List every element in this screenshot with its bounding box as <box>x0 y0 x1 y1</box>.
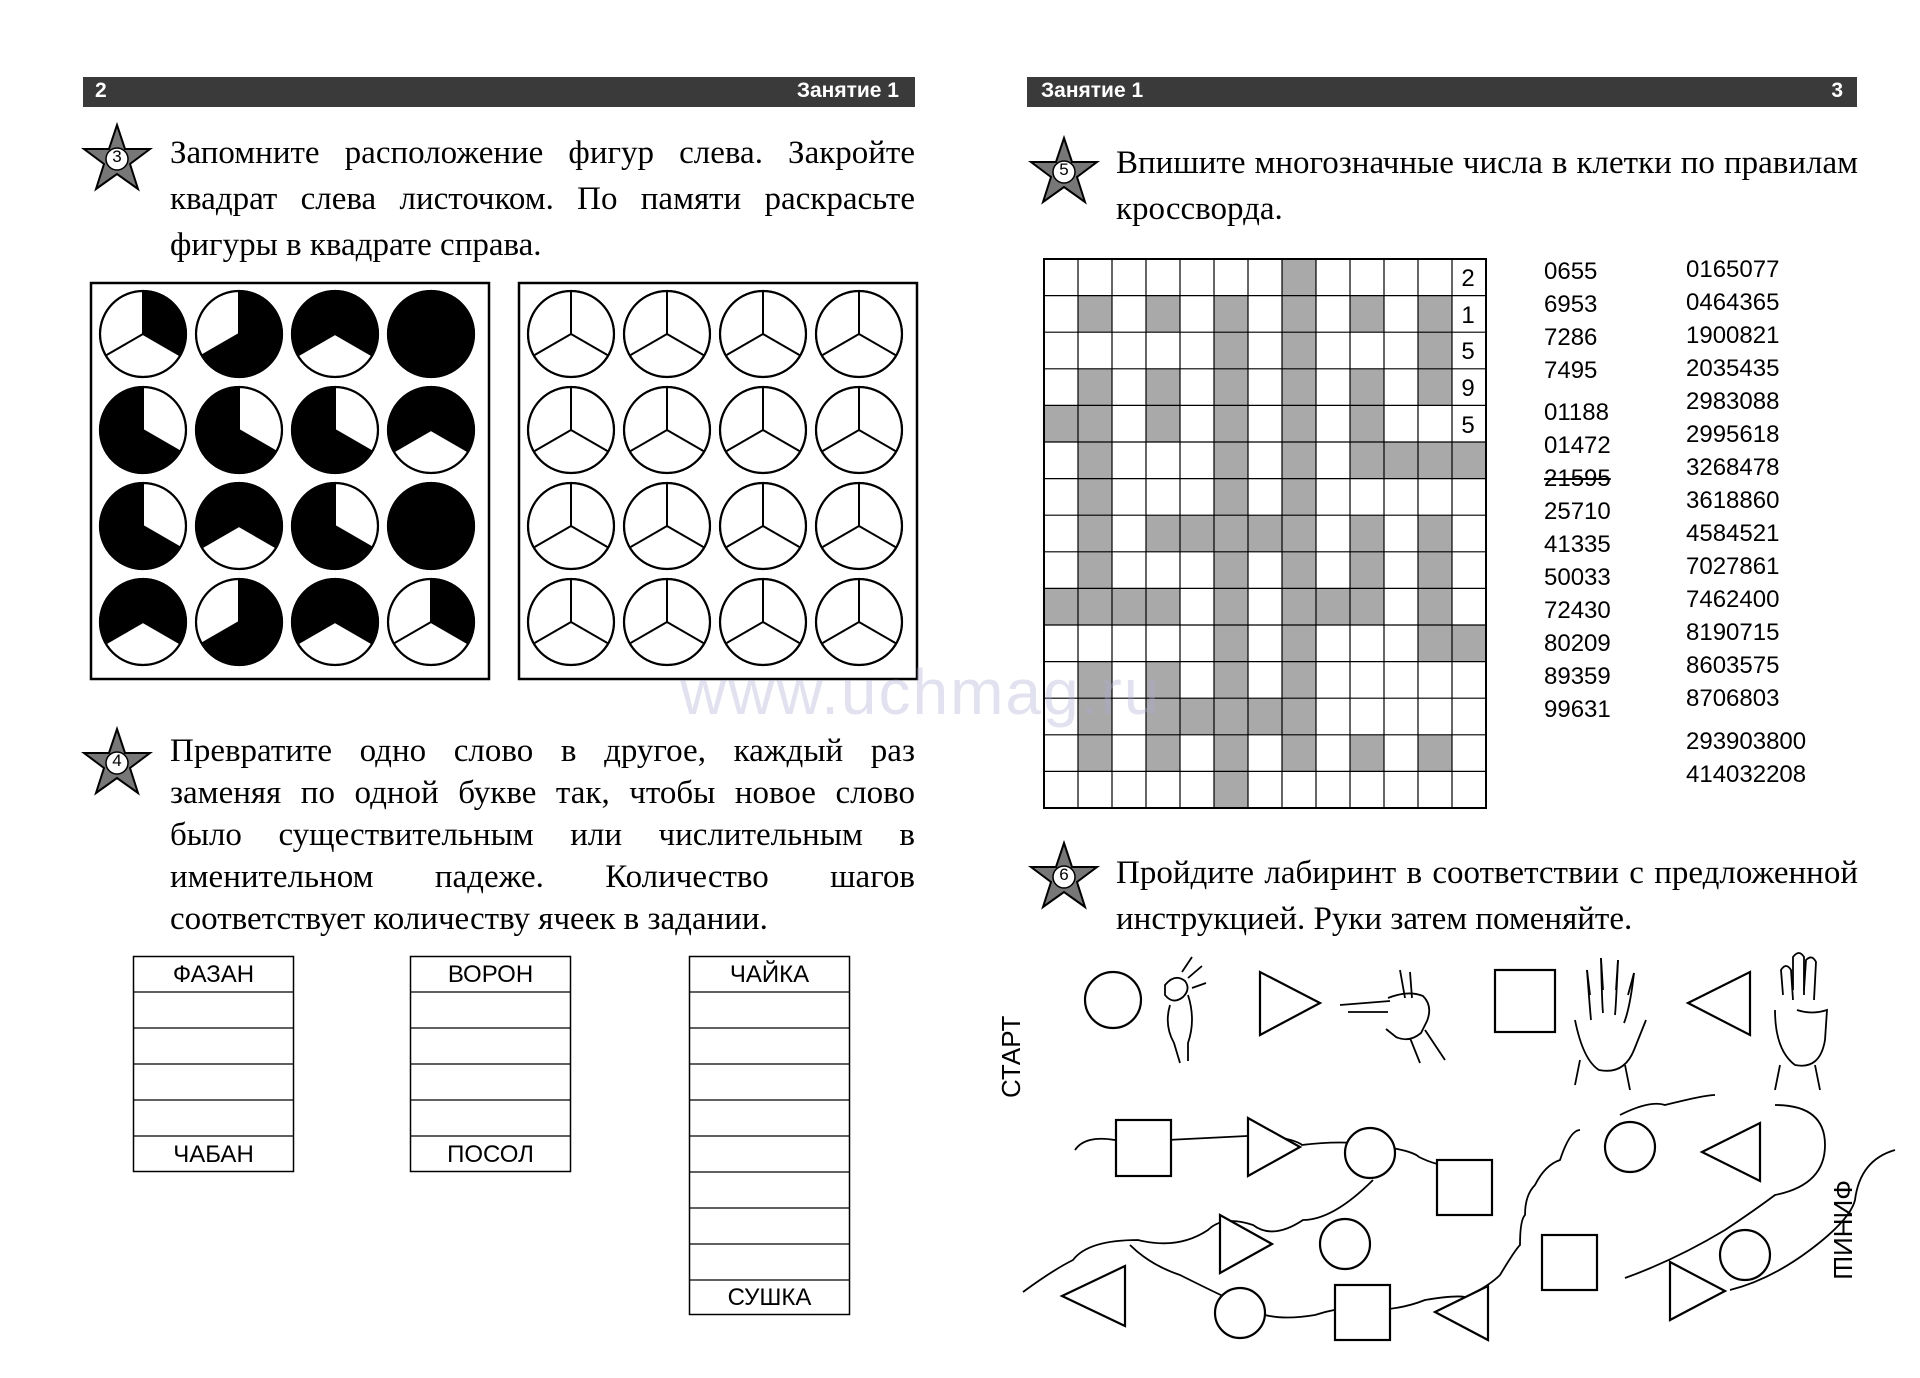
shaded-cell <box>1282 625 1316 662</box>
shaded-cell <box>1146 405 1180 442</box>
given-digit: 9 <box>1461 375 1475 402</box>
watermark: www.uchmag.ru <box>680 656 1162 728</box>
shaded-cell <box>1214 588 1248 625</box>
task-number: 5 <box>1059 160 1069 179</box>
circle-figure <box>720 387 806 473</box>
maze-finish-label: ФИНИШ <box>1828 1180 1858 1280</box>
shaded-cell <box>1282 369 1316 406</box>
lesson-title: Занятие 1 <box>1041 79 1144 102</box>
shaded-cell <box>1418 369 1452 406</box>
shaded-cell <box>1214 625 1248 662</box>
shaded-cell <box>1214 479 1248 516</box>
circle-figure <box>720 579 806 665</box>
shaded-cell <box>1282 259 1316 296</box>
circle-figure <box>100 387 186 473</box>
circle-figure <box>388 579 474 665</box>
number-item: 1900821 <box>1686 322 1780 349</box>
shaded-cell <box>1350 442 1384 479</box>
shaded-cell <box>1044 588 1078 625</box>
shaded-cell <box>1282 332 1316 369</box>
circle-figure <box>292 483 378 569</box>
circle-figure <box>528 291 614 377</box>
number-item: 7286 <box>1544 324 1598 351</box>
shaded-cell <box>1350 515 1384 552</box>
shaded-cell <box>1146 515 1180 552</box>
number-list-1 <box>1544 255 1611 726</box>
shaded-cell <box>1078 479 1112 516</box>
shaded-cell <box>1418 296 1452 333</box>
shaded-cell <box>1418 442 1452 479</box>
memory-figures-left <box>90 282 490 680</box>
ladder-end-word: СУШКА <box>727 1284 812 1311</box>
shaded-cell <box>1350 588 1384 625</box>
shaded-cell <box>1350 735 1384 772</box>
number-item: 0655 <box>1544 258 1598 285</box>
circle-figure <box>528 387 614 473</box>
legend-circle <box>1085 972 1141 1028</box>
given-digit: 5 <box>1461 412 1475 439</box>
circle-figure <box>816 387 902 473</box>
ladder-start-word: ЧАЙКА <box>729 961 810 988</box>
number-item: 2035435 <box>1686 355 1780 382</box>
shaded-cell <box>1146 588 1180 625</box>
memory-figures-right <box>518 282 918 680</box>
maze-path <box>1030 1050 1870 1350</box>
shaded-cell <box>1214 296 1248 333</box>
circle-figure <box>624 291 710 377</box>
number-item-struck: 21595 <box>1544 465 1611 492</box>
number-item: 8190715 <box>1686 619 1780 646</box>
shaded-cell <box>1078 515 1112 552</box>
ladder-end-word: ЧАБАН <box>173 1141 254 1168</box>
shaded-cell <box>1350 369 1384 406</box>
maze-start-label: СТАРТ <box>996 1015 1026 1098</box>
circle-figure <box>292 579 378 665</box>
shaded-cell <box>1112 588 1146 625</box>
shaded-cell <box>1078 442 1112 479</box>
circle-figure <box>624 579 710 665</box>
shaded-cell <box>1418 625 1452 662</box>
task-number: 6 <box>1059 865 1069 884</box>
page-number: 2 <box>95 79 107 102</box>
circle-figure <box>196 387 282 473</box>
lesson-title: Занятие 1 <box>796 79 899 102</box>
circle-figure <box>720 291 806 377</box>
shaded-cell <box>1044 405 1078 442</box>
number-item: 8706803 <box>1686 685 1780 712</box>
task5-text: Впишите многозначные числа в клетки по правилам кроссворда. <box>1116 145 1858 227</box>
number-item: 4584521 <box>1686 520 1780 547</box>
circle-figure <box>100 579 186 665</box>
shaded-cell <box>1316 588 1350 625</box>
number-item: 89359 <box>1544 663 1611 690</box>
ok-hand-icon <box>1165 957 1206 1063</box>
number-item: 7495 <box>1544 357 1598 384</box>
right-page-header <box>1027 77 1857 107</box>
circle-figure <box>100 291 186 377</box>
shaded-cell <box>1282 442 1316 479</box>
shaded-cell <box>1282 515 1316 552</box>
number-item: 7462400 <box>1686 586 1780 613</box>
number-item: 41335 <box>1544 531 1611 558</box>
number-item: 0165077 <box>1686 256 1780 283</box>
given-digit: 2 <box>1461 265 1475 292</box>
number-item: 3268478 <box>1686 454 1780 481</box>
number-item: 01188 <box>1544 399 1609 426</box>
shaded-cell <box>1282 735 1316 772</box>
number-item: 7027861 <box>1686 553 1780 580</box>
circle-figure <box>292 291 378 377</box>
shaded-cell <box>1214 369 1248 406</box>
given-digit: 5 <box>1461 338 1475 365</box>
number-item: 6953 <box>1544 291 1598 318</box>
number-item: 2983088 <box>1686 388 1780 415</box>
shaded-cell <box>1078 735 1112 772</box>
number-list-2 <box>1686 253 1806 791</box>
shaded-cell <box>1418 735 1452 772</box>
number-item: 01472 <box>1544 432 1611 459</box>
circle-figure <box>388 291 474 377</box>
shaded-cell <box>1180 698 1214 735</box>
number-item: 99631 <box>1544 696 1611 723</box>
ladder-start-word: ВОРОН <box>447 961 534 988</box>
number-item: 25710 <box>1544 498 1611 525</box>
shaded-cell <box>1214 442 1248 479</box>
circle-figure <box>816 291 902 377</box>
shaded-cell <box>1282 698 1316 735</box>
ladder-end-word: ПОСОЛ <box>447 1141 534 1168</box>
number-item: 293903800 <box>1686 728 1807 755</box>
number-item: 414032208 <box>1686 761 1807 788</box>
page-number: 3 <box>1831 79 1843 102</box>
shaded-cell <box>1146 369 1180 406</box>
circle-figure <box>196 579 282 665</box>
shaded-cell <box>1214 662 1248 699</box>
number-item: 0464365 <box>1686 289 1780 316</box>
shaded-cell <box>1418 588 1452 625</box>
shaded-cell <box>1384 442 1418 479</box>
circle-figure <box>196 291 282 377</box>
circle-figure <box>720 483 806 569</box>
number-item: 72430 <box>1544 597 1611 624</box>
shaded-cell <box>1078 405 1112 442</box>
number-item: 50033 <box>1544 564 1611 591</box>
legend-square <box>1495 970 1555 1032</box>
shaded-cell <box>1214 552 1248 589</box>
legend-triangle <box>1260 972 1320 1035</box>
number-item: 3618860 <box>1686 487 1780 514</box>
number-item: 2995618 <box>1686 421 1780 448</box>
circle-figure <box>292 387 378 473</box>
shaded-cell <box>1350 296 1384 333</box>
circle-figure <box>624 387 710 473</box>
shaded-cell <box>1214 332 1248 369</box>
circle-figure <box>388 387 474 473</box>
task4-text: Превратите одно слово в другое, каждый раз заменяя по одной букве так, чтобы новое слово было существительным или числительным в именительном падеже. Количество шагов соответствует количеству ячеек в задании. <box>170 733 915 937</box>
task-number: 4 <box>112 751 122 770</box>
shaded-cell <box>1452 625 1486 662</box>
shaded-cell <box>1418 332 1452 369</box>
shaded-cell <box>1214 515 1248 552</box>
circle-figure <box>816 579 902 665</box>
number-item: 8603575 <box>1686 652 1780 679</box>
shaded-cell <box>1248 515 1282 552</box>
shaded-cell <box>1078 588 1112 625</box>
task6-text: Пройдите лабиринт в соответствии с предложенной инструкцией. Руки затем поменяйте. <box>1116 855 1858 937</box>
shaded-cell <box>1078 552 1112 589</box>
shaded-cell <box>1078 369 1112 406</box>
circle-figure <box>196 483 282 569</box>
shaded-cell <box>1282 296 1316 333</box>
word-ladder-3 <box>689 956 851 1316</box>
shaded-cell <box>1214 405 1248 442</box>
shaded-cell <box>1282 479 1316 516</box>
number-item: 80209 <box>1544 630 1611 657</box>
shaded-cell <box>1180 515 1214 552</box>
left-page-header <box>83 77 915 107</box>
shaded-cell <box>1350 405 1384 442</box>
shaded-cell <box>1282 405 1316 442</box>
shaded-cell <box>1282 662 1316 699</box>
shaded-cell <box>1282 552 1316 589</box>
shaded-cell <box>1146 296 1180 333</box>
circle-figure <box>816 483 902 569</box>
circle-figure <box>624 483 710 569</box>
circle-figure <box>388 483 474 569</box>
shaded-cell <box>1418 552 1452 589</box>
legend-left-triangle <box>1688 972 1750 1035</box>
given-digit: 1 <box>1461 302 1475 329</box>
shaded-cell <box>1146 735 1180 772</box>
shaded-cell <box>1452 442 1486 479</box>
ladder-start-word: ФАЗАН <box>172 961 255 988</box>
shaded-cell <box>1214 735 1248 772</box>
task3-text: Запомните расположение фигур слева. Закройте квадрат слева листочком. По памяти раскрасьте фигуры в квадрате справа. <box>170 135 915 263</box>
shaded-cell <box>1282 588 1316 625</box>
circle-figure <box>100 483 186 569</box>
shaded-cell <box>1350 552 1384 589</box>
circle-figure <box>528 483 614 569</box>
circle-figure <box>528 579 614 665</box>
shaded-cell <box>1418 515 1452 552</box>
shaded-cell <box>1078 296 1112 333</box>
shaded-cell <box>1214 698 1248 735</box>
shaded-cell <box>1214 771 1248 808</box>
task-number: 3 <box>112 147 122 166</box>
shaded-cell <box>1248 698 1282 735</box>
